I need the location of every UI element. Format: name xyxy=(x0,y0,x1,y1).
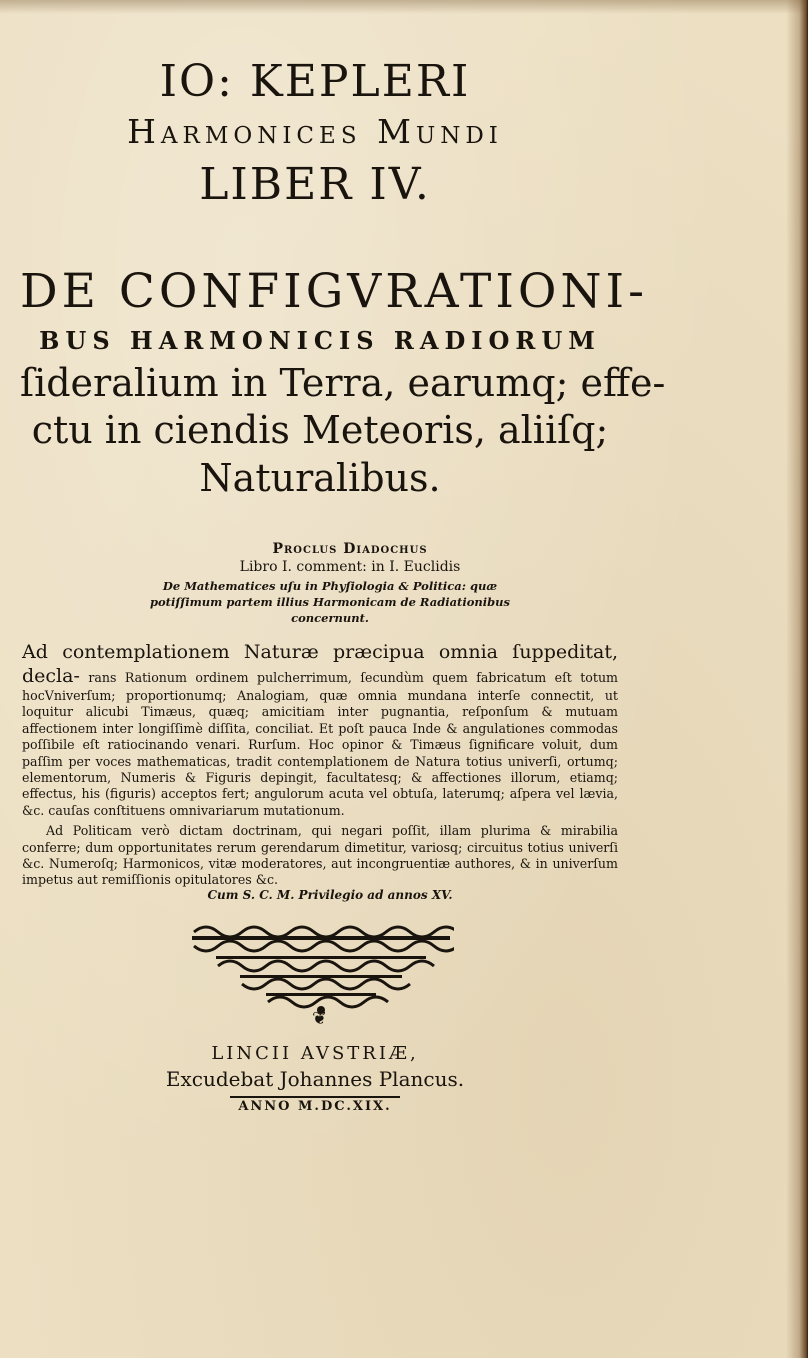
quote-reference: Libro I. comment: in I. Euclidis xyxy=(239,559,461,575)
quotation-body xyxy=(22,640,618,889)
printer-ornament xyxy=(188,922,454,1016)
subject-line-4: ctu in ciendis Meteoris, aliiſq; xyxy=(31,408,609,452)
page-spine-edge xyxy=(786,0,808,1358)
quote-author: Proclus Diadochus xyxy=(272,541,428,557)
work-title: Harmonices Mundi xyxy=(127,112,503,151)
author-line: IO: KEPLERI xyxy=(159,56,471,107)
fleuron-glyph: ❦ xyxy=(312,1008,328,1029)
quotation-paragraph-2: Ad Politicam verò dictam doctrinam, qui negari poſſit, illam plurima & mirabilia conferre; dum opportunitates rerum gerendarum dimetitur, variosq; circuitus totius univerſi &c. Numeroſq; Harmonicos, vitæ moderatores, aut incongruentiæ authores, & in univerſum impetus aut remiſſionis opitulatores &c. xyxy=(22,823,618,888)
page-top-shadow xyxy=(0,0,808,14)
imprint-place: LINCII AVSTRIÆ, xyxy=(211,1043,419,1064)
subject-line-3: ſideralium in Terra, earumq; effe- xyxy=(20,361,666,405)
quotation-lead: Ad contemplationem Naturæ præcipua omnia ſuppeditat, decla- xyxy=(22,641,618,687)
subject-line-2: BUS HARMONICIS RADIORUM xyxy=(39,326,601,355)
subject-line-5: Naturalibus. xyxy=(199,456,441,500)
subject-title xyxy=(20,262,666,503)
quote-note: De Mathematices uſu in Phyſiologia & Politica: quæ potiſſimum partem illius Harmonicam de Radiationibus concernunt. xyxy=(149,579,511,625)
imprint xyxy=(150,1042,480,1116)
title-block xyxy=(0,54,630,214)
book-number: LIBER IV. xyxy=(199,159,431,210)
privilege-line: Cum S. C. M. Privilegio ad annos XV. xyxy=(207,888,453,902)
imprint-year: ANNO M.DC.XIX. xyxy=(238,1099,392,1114)
imprint-printer: Excudebat Johannes Plancus. xyxy=(165,1067,465,1091)
quote-attribution xyxy=(130,540,570,576)
quotation-paragraph-1: rans Rationum ordinem pulcherrimum, ſecundùm quem fabricatum eſt totum hocVniverſum; proportionumq; Analogiam, quæ omnia mundana interſe connectit, ut loquitur alicubi Timæus, quæq; amicitiam inter pugnantia, reſponſum & mutuam affectionem inter longiſſimè diſſita, conciliat. Et poſt pauca Inde & angulationes commodas poſſibile eſt ratiocinando venari. Rurſum. Hoc opinor & Timæus ſignificare voluit, dum paſſim per voces mathematicas, tradit contemplationem de Natura totius univerſi, ortumq; elementorum, Numeris & Figuris depingit, facultatesq; & affectiones illorum, etiamq; effectus, his (figuris) acceptos fert; angulorum acuta vel obtuſa, laterumq; aſpera vel lævia, &c. cauſas conſtituens omnivariarum mutationum. xyxy=(22,670,618,818)
subject-line-1: DE CONFIGVRATIONI- xyxy=(20,264,648,319)
